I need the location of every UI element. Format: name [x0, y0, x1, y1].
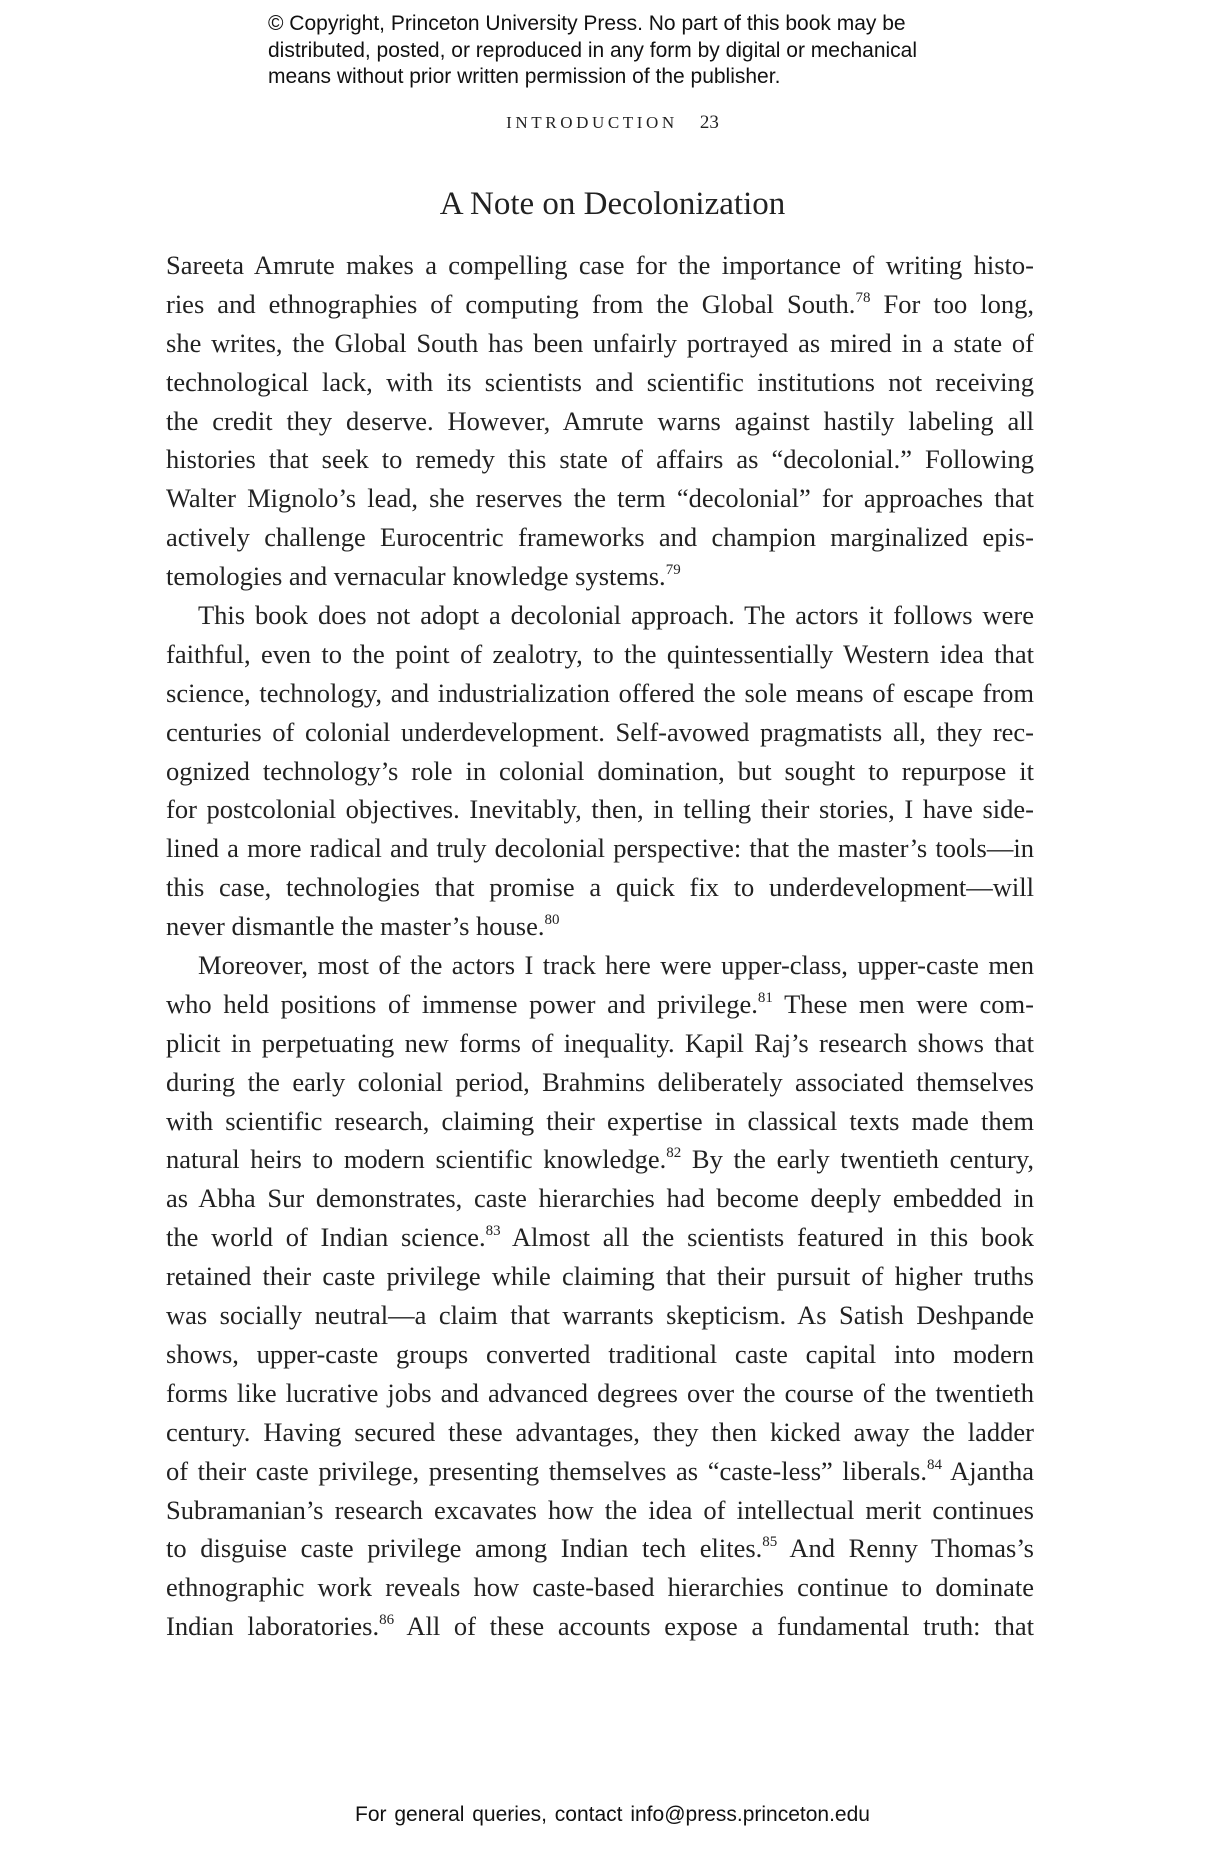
page-number: 23: [699, 112, 719, 133]
text-line: during the early colonial period, Brahmins deliberately associated themselves: [166, 1066, 1034, 1097]
text-line: of their caste privilege, presenting themselves as “caste-less” liberals.$^{84}$ Ajantha: [166, 1455, 1034, 1486]
text-line: the credit they deserve. However, Amrute warns against hastily labeling all: [166, 405, 1034, 436]
footnote-marker[interactable]: 86: [379, 1612, 395, 1629]
text-line: Subramanian’s research excavates how the idea of intellectual merit continues: [166, 1494, 1034, 1525]
text-line: was socially neutral—a claim that warrants skepticism. As Satish Deshpande: [166, 1300, 1034, 1331]
footnote-marker[interactable]: 79: [665, 562, 681, 579]
text-line: for postcolonial objectives. Inevitably, then, in telling their stories, I have side-: [166, 794, 1034, 825]
text-line: science, technology, and industrialization offered the sole means of escape from: [166, 677, 1034, 708]
paragraph: [166, 596, 1034, 946]
footnote-marker[interactable]: 80: [544, 912, 560, 929]
text-line: century. Having secured these advantages, they then kicked away the ladder: [166, 1416, 1034, 1447]
text-line: natural heirs to modern scientific knowledge.$^{82}$ By the early twentieth century,: [166, 1144, 1034, 1175]
text-line: histories that seek to remedy this state of affairs as “decolonial.” Following: [166, 444, 1034, 475]
copyright-notice: [268, 11, 988, 91]
running-head: [0, 112, 1225, 134]
text-line: Indian laboratories.$^{86}$ All of these accounts expose a fundamental truth: that: [166, 1611, 1034, 1642]
text-line: never dismantle the master’s house.$^{80}$: [166, 911, 560, 942]
text-line: forms like lucrative jobs and advanced degrees over the course of the twentieth: [166, 1377, 1034, 1408]
text-line: technological lack, with its scientists and scientific institutions not receiving: [166, 366, 1034, 397]
paragraph: [166, 246, 1034, 596]
footer-contact-notice: For general queries, contact info@press.princeton.edu: [355, 1803, 870, 1826]
paragraph: [166, 946, 1034, 1646]
text-line: actively challenge Eurocentric frameworks and champion marginalized epis-: [166, 522, 1034, 553]
text-line: with scientific research, claiming their expertise in classical texts made them: [166, 1105, 1034, 1136]
section-title: A Note on Decolonization: [439, 186, 786, 222]
text-line: she writes, the Global South has been unfairly portrayed as mired in a state of: [166, 327, 1034, 358]
text-line: this case, technologies that promise a quick fix to underdevelopment—will: [166, 872, 1034, 903]
footnote-marker[interactable]: 85: [762, 1534, 778, 1551]
text-line: Walter Mignolo’s lead, she reserves the term “decolonial” for approaches that: [166, 483, 1034, 514]
text-line: lined a more radical and truly decolonial perspective: that the master’s tools—in: [166, 833, 1034, 864]
copyright-line: distributed, posted, or reproduced in any form by digital or mechanical: [268, 38, 918, 62]
text-line: who held positions of immense power and privilege.$^{81}$ These men were com-: [166, 988, 1034, 1019]
footnote-marker[interactable]: 82: [666, 1145, 682, 1162]
text-line: Sareeta Amrute makes a compelling case for the importance of writing histo-: [166, 250, 1034, 280]
footnote-marker[interactable]: 78: [855, 289, 871, 306]
text-line: Moreover, most of the actors I track here were upper-class, upper-caste men: [198, 950, 1034, 981]
text-line: centuries of colonial underdevelopment. Self-avowed pragmatists all, they rec-: [166, 716, 1034, 747]
text-line: temologies and vernacular knowledge systems.$^{79}$: [166, 561, 681, 592]
text-line: retained their caste privilege while claiming that their pursuit of higher truths: [166, 1261, 1034, 1292]
text-line: shows, upper-caste groups converted traditional caste capital into modern: [166, 1338, 1034, 1369]
text-line: ethnographic work reveals how caste-based hierarchies continue to dominate: [166, 1572, 1034, 1603]
body-text: [166, 246, 1034, 1646]
footnote-marker[interactable]: 83: [485, 1223, 501, 1240]
text-line: the world of Indian science.$^{83}$ Almost all the scientists featured in this book: [166, 1222, 1034, 1253]
footnote-marker[interactable]: 81: [757, 989, 773, 1006]
running-head-label: INTRODUCTION: [506, 113, 678, 132]
text-line: This book does not adopt a decolonial approach. The actors it follows were: [198, 600, 1034, 631]
text-line: to disguise caste privilege among Indian tech elites.$^{85}$ And Renny Thomas’s: [166, 1533, 1034, 1564]
footnote-marker[interactable]: 84: [926, 1456, 942, 1473]
text-line: ries and ethnographies of computing from the Global South.$^{78}$ For too long,: [166, 288, 1034, 319]
text-line: ognized technology’s role in colonial domination, but sought to repurpose it: [166, 755, 1034, 786]
copyright-line: © Copyright, Princeton University Press. No part of this book may be: [268, 12, 906, 35]
text-line: as Abha Sur demonstrates, caste hierarchies had become deeply embedded in: [166, 1183, 1034, 1214]
text-line: plicit in perpetuating new forms of inequality. Kapil Raj’s research shows that: [166, 1027, 1034, 1058]
text-line: faithful, even to the point of zealotry, to the quintessentially Western idea that: [166, 638, 1034, 669]
copyright-line: means without prior written permission of the publisher.: [268, 65, 781, 88]
